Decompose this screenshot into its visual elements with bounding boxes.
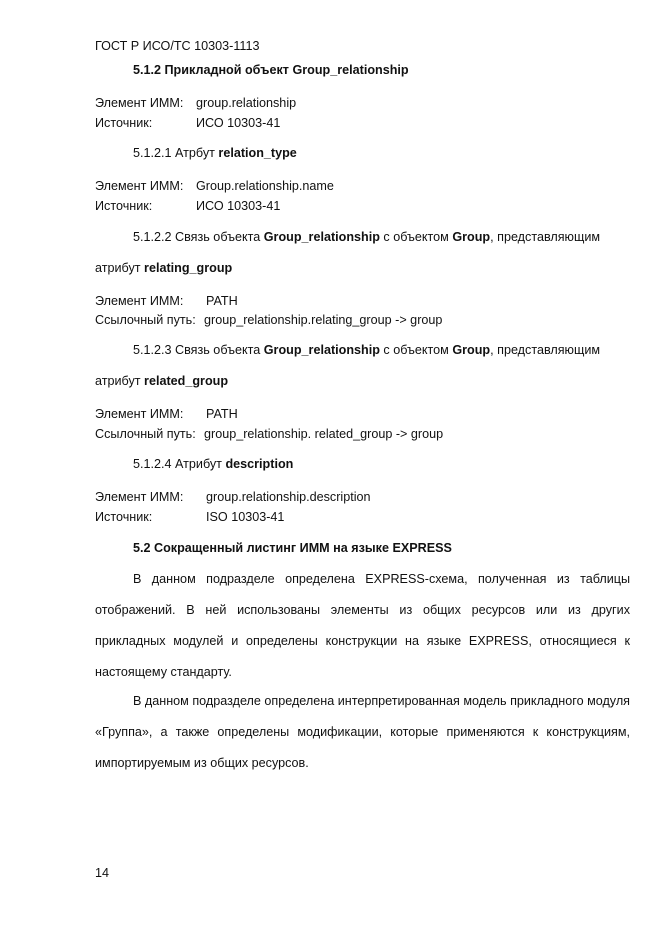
heading-text: 5.1.2.2 Связь объекта	[133, 230, 264, 244]
heading-text: атрибут	[95, 374, 145, 388]
heading-text: , представляющим	[490, 343, 601, 357]
entity-name: Group_relationship	[263, 230, 380, 244]
field-value: group_relationship. related_group -> group	[204, 427, 444, 441]
heading-text: с объектом	[379, 230, 453, 244]
subsection-heading-5-1-2-2	[133, 230, 600, 244]
heading-continuation	[95, 374, 228, 388]
field-label: Элемент ИММ:	[95, 490, 184, 504]
subsection-heading-5-1-2-1	[133, 146, 297, 160]
heading-text: 5.1.2.4 Атрибут	[133, 457, 226, 471]
heading-text: с объектом	[379, 343, 453, 357]
attribute-name: relation_type	[218, 146, 297, 160]
field-label: Источник:	[95, 116, 153, 130]
field-label: Элемент ИММ:	[95, 294, 184, 308]
heading-text: 5.1.2.3 Связь объекта	[133, 343, 264, 357]
field-value: ИСО 10303-41	[196, 199, 281, 213]
body-paragraph-1: В данном подразделе определена EXPRESS-схема, полученная из таблицы отображений. В ней использованы элементы из общих ресурсов или из других прикладных модулей и определены конструкции на языке EXPRESS, относящиеся к настоящему стандарту.	[95, 572, 630, 679]
section-heading-5-2: 5.2 Сокращенный листинг ИММ на языке EXPRESS	[133, 541, 452, 555]
field-label: Ссылочный путь:	[95, 427, 196, 441]
attribute-name: relating_group	[144, 261, 233, 275]
heading-continuation	[95, 261, 232, 275]
heading-text: , представляющим	[490, 230, 601, 244]
entity-name: Group	[452, 343, 491, 357]
section-heading-5-1-2: 5.1.2 Прикладной объект Group_relationship	[133, 63, 409, 77]
heading-text: атрибут	[95, 261, 145, 275]
field-label: Элемент ИММ:	[95, 179, 184, 193]
document-header: ГОСТ Р ИСО/ТС 10303-1113	[95, 39, 260, 53]
field-label: Источник:	[95, 510, 153, 524]
attribute-name: related_group	[144, 374, 229, 388]
body-paragraph-2: В данном подразделе определена интерпретированная модель прикладного модуля «Группа», а также определены модификации, которые применяются к конструкциям, импортируемым из общих ресурсов.	[95, 694, 630, 770]
field-value: ИСО 10303-41	[196, 116, 281, 130]
field-label: Источник:	[95, 199, 153, 213]
field-value: group_relationship.relating_group -> group	[204, 313, 443, 327]
field-label: Элемент ИММ:	[95, 407, 184, 421]
field-label: Элемент ИММ:	[95, 96, 184, 110]
field-value: ISO 10303-41	[206, 510, 285, 524]
entity-name: Group_relationship	[263, 343, 380, 357]
attribute-name: description	[225, 457, 294, 471]
subsection-heading-5-1-2-4	[133, 457, 293, 471]
field-value: PATH	[206, 407, 238, 421]
page-number: 14	[95, 866, 110, 880]
field-value: Group.relationship.name	[196, 179, 334, 193]
field-value: group.relationship	[196, 96, 297, 110]
heading-text: 5.1.2.1 Атрбут	[133, 146, 219, 160]
field-value: group.relationship.description	[206, 490, 371, 504]
subsection-heading-5-1-2-3	[133, 343, 600, 357]
entity-name: Group	[452, 230, 491, 244]
field-value: PATH	[206, 294, 238, 308]
field-label: Ссылочный путь:	[95, 313, 196, 327]
